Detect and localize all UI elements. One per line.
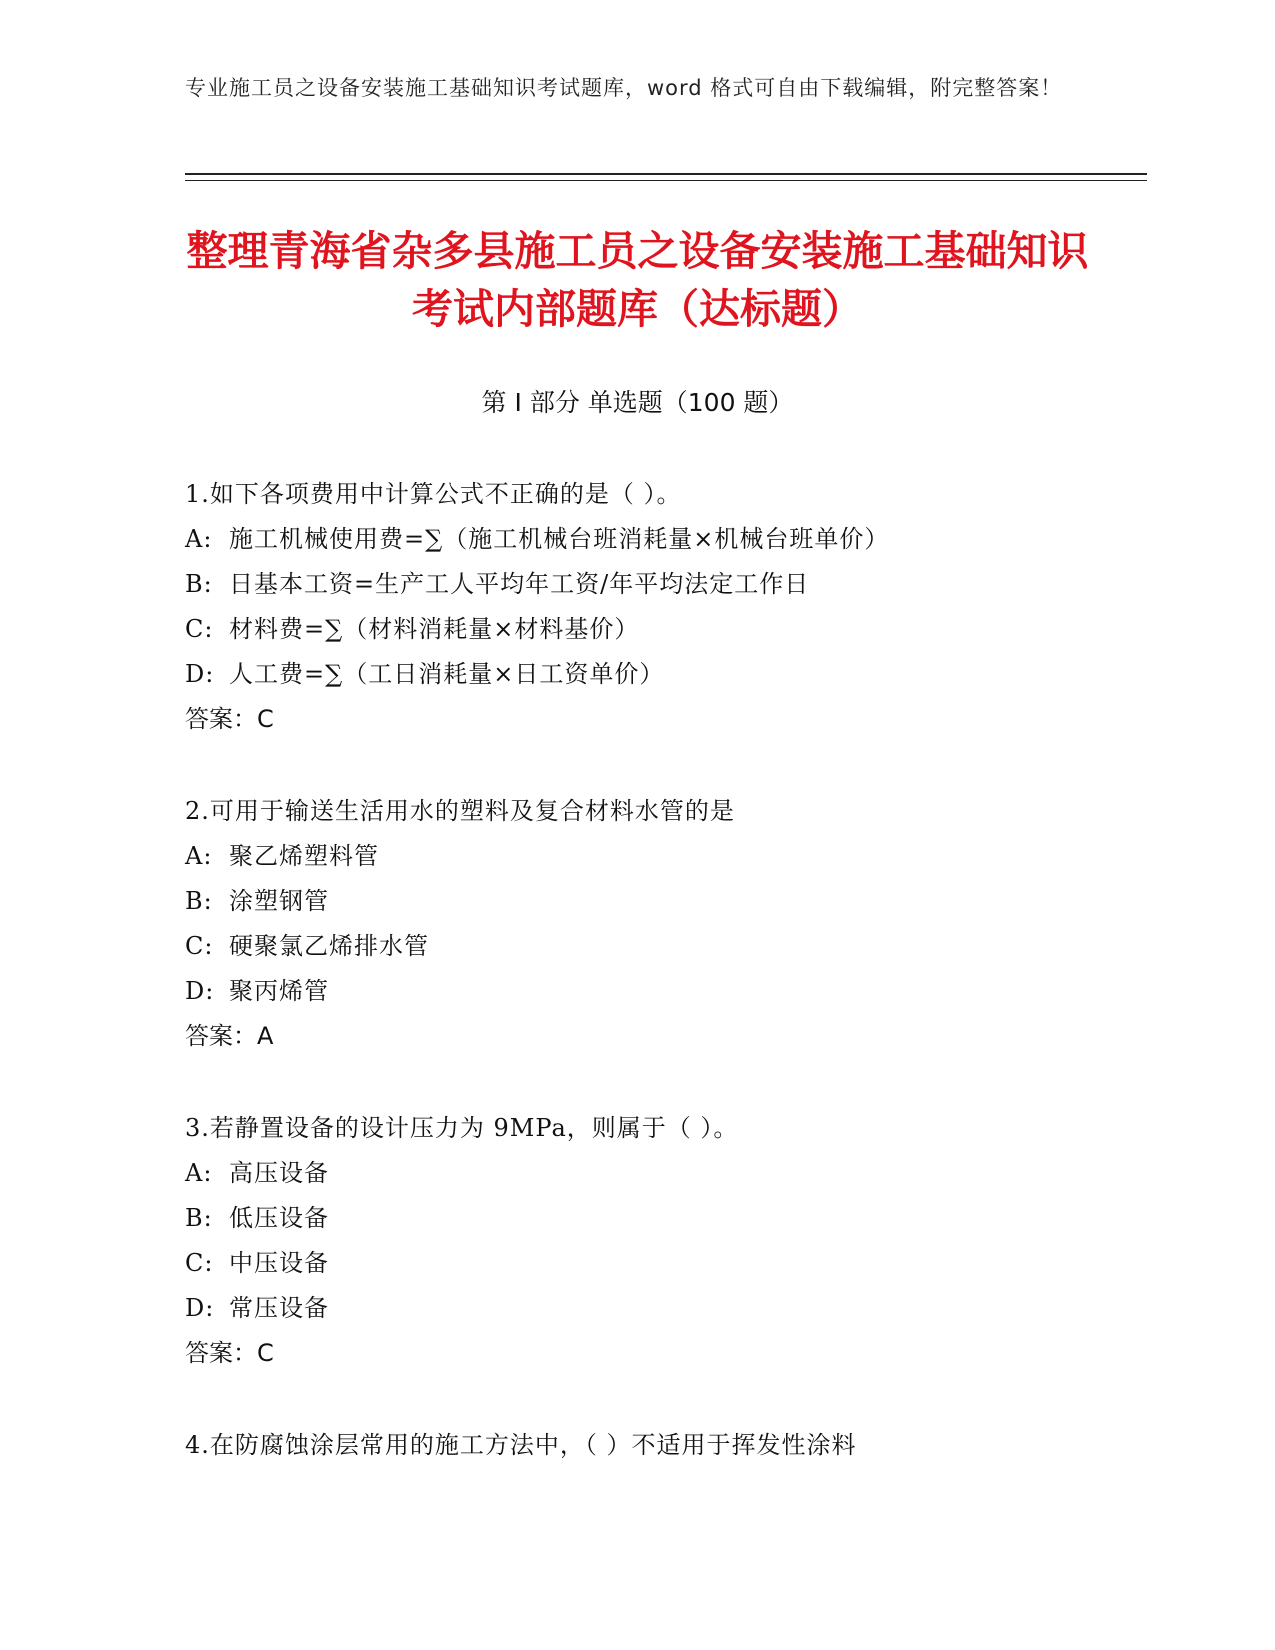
option-key: D:	[185, 977, 215, 1005]
option-d	[185, 1286, 1085, 1331]
option-text: 低压设备	[229, 1204, 329, 1232]
question-list	[185, 472, 1085, 1515]
option-key: B:	[185, 1204, 213, 1232]
header-divider-thin	[185, 180, 1147, 181]
question-stem: 3.若静置设备的设计压力为 9MPa，则属于（ ）。	[185, 1114, 739, 1142]
option-b	[185, 879, 1085, 924]
option-text: 高压设备	[229, 1159, 329, 1187]
option-a	[185, 517, 1085, 562]
header-divider-thick	[185, 173, 1147, 175]
option-text: 涂塑钢管	[229, 887, 329, 915]
option-key: B:	[185, 570, 213, 598]
option-text: 聚乙烯塑料管	[229, 842, 379, 870]
answer: 答案：C	[185, 705, 274, 733]
question-stem: 2.可用于输送生活用水的塑料及复合材料水管的是	[185, 797, 735, 825]
option-text: 人工费=∑（工日消耗量×日工资单价）	[229, 660, 665, 688]
option-key: C:	[185, 932, 214, 960]
document-title: 整理青海省杂多县施工员之设备安装施工基础知识考试内部题库（达标题）	[186, 227, 1089, 333]
option-key: C:	[185, 1249, 214, 1277]
option-key: A:	[185, 525, 213, 553]
question-2	[185, 789, 1085, 1059]
option-c	[185, 607, 1085, 652]
option-b	[185, 562, 1085, 607]
option-a	[185, 1151, 1085, 1196]
option-key: D:	[185, 1294, 215, 1322]
option-c	[185, 1241, 1085, 1286]
option-key: B:	[185, 887, 213, 915]
option-c	[185, 924, 1085, 969]
option-b	[185, 1196, 1085, 1241]
option-text: 施工机械使用费=∑（施工机械台班消耗量×机械台班单价）	[229, 525, 890, 553]
option-a	[185, 834, 1085, 879]
option-text: 常压设备	[229, 1294, 329, 1322]
question-stem: 4.在防腐蚀涂层常用的施工方法中，（ ）不适用于挥发性涂料	[185, 1431, 857, 1459]
question-1	[185, 472, 1085, 742]
option-key: C:	[185, 615, 214, 643]
question-4	[185, 1423, 1085, 1468]
option-text: 材料费=∑（材料消耗量×材料基价）	[229, 615, 640, 643]
option-text: 日基本工资=生产工人平均年工资/年平均法定工作日	[229, 570, 810, 598]
option-key: A:	[185, 1159, 213, 1187]
option-d	[185, 652, 1085, 697]
answer: 答案：C	[185, 1339, 274, 1367]
section-title: 第 I 部分 单选题（100 题）	[481, 388, 794, 417]
option-key: A:	[185, 842, 213, 870]
option-text: 硬聚氯乙烯排水管	[229, 932, 429, 960]
option-text: 聚丙烯管	[229, 977, 329, 1005]
option-text: 中压设备	[229, 1249, 329, 1277]
header-note: 专业施工员之设备安装施工基础知识考试题库，word 格式可自由下载编辑，附完整答案！	[185, 76, 1063, 100]
question-3	[185, 1106, 1085, 1376]
option-d	[185, 969, 1085, 1014]
option-key: D:	[185, 660, 215, 688]
answer: 答案：A	[185, 1022, 274, 1050]
question-stem: 1.如下各项费用中计算公式不正确的是（ ）。	[185, 480, 682, 508]
